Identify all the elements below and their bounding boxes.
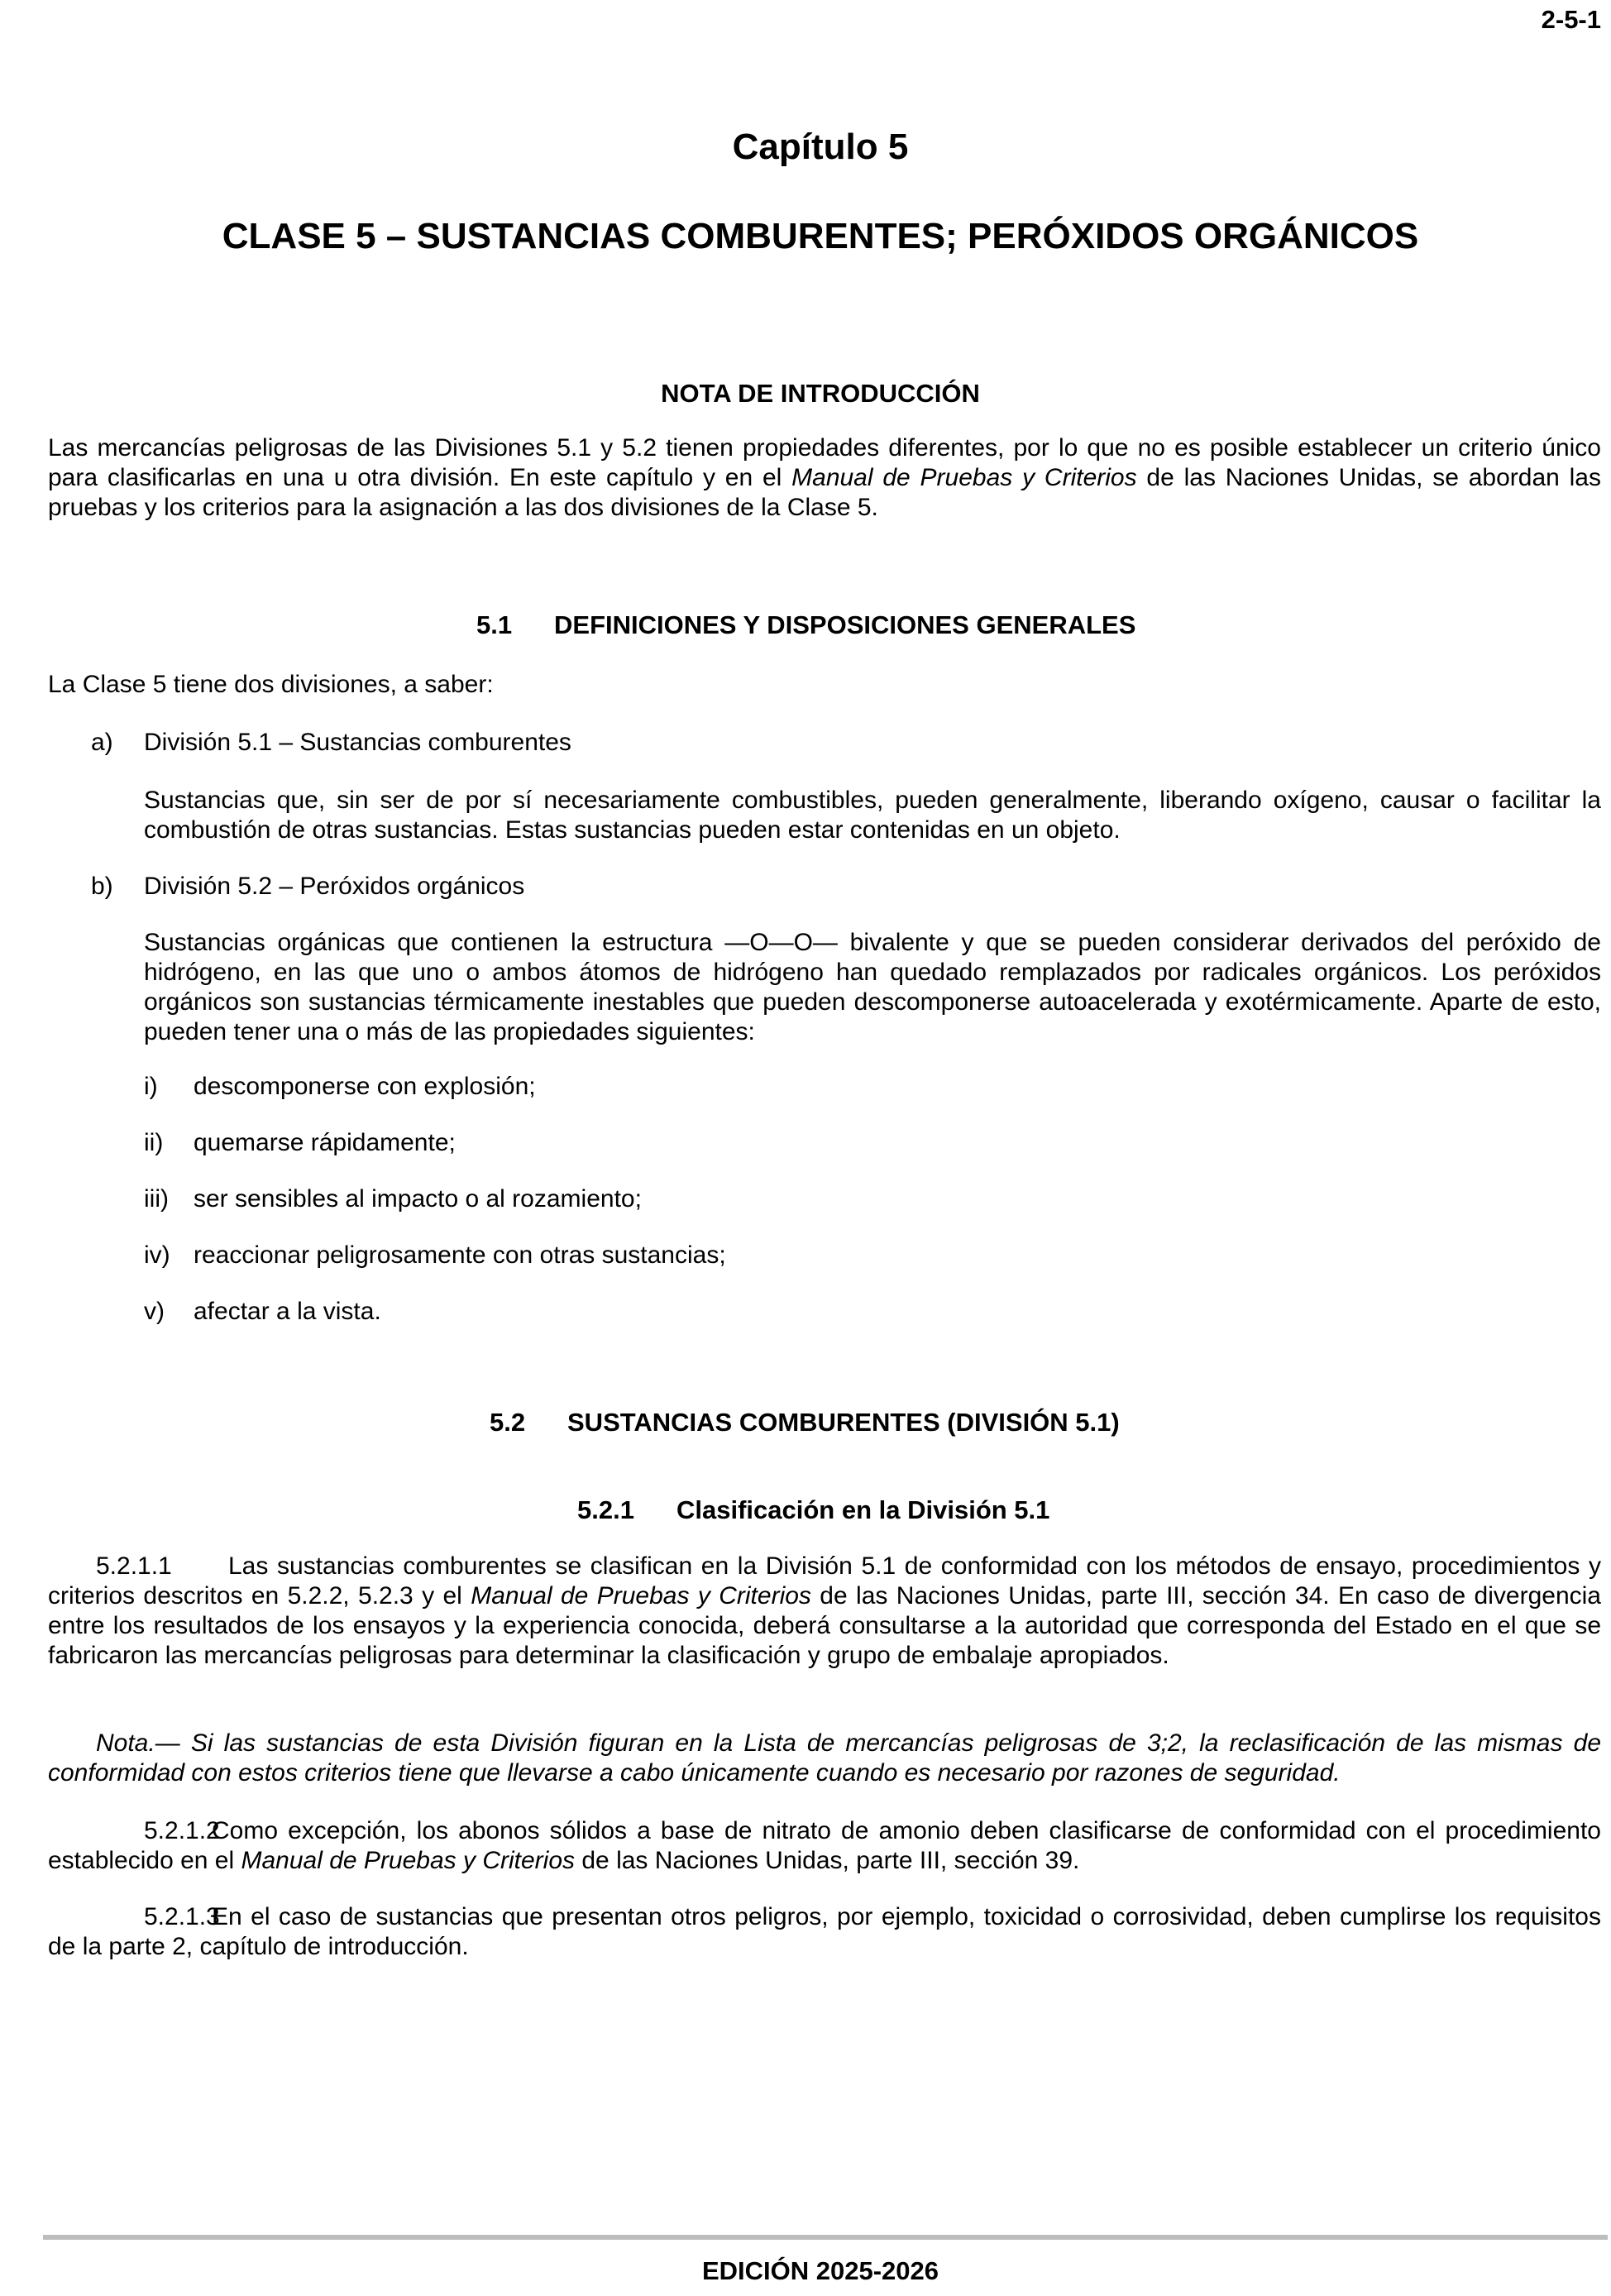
paragraph-number: 5.2.1.1 bbox=[96, 1552, 172, 1580]
list-item-a bbox=[91, 728, 571, 758]
item-label: a) bbox=[91, 729, 113, 756]
section-number: 5.1 bbox=[476, 610, 513, 639]
intro-paragraph: Las mercancías peligrosas de las Divisiones 5.1 y 5.2 tienen propiedades diferentes, por lo que no es posible establecer un criterio único para clasificarlas en una u otra división. En este capítulo y en el Manual de Pruebas y Criterios de las Naciones Unidas, se abordan las pruebas y los criterios para la asignación a las dos divisiones de la Clase 5. bbox=[48, 434, 1601, 521]
section-5-2-heading bbox=[490, 1408, 1120, 1437]
property-item: ii) quemarse rápidamente; bbox=[144, 1129, 456, 1156]
property-item: iv) reaccionar peligrosamente con otras sustancias; bbox=[144, 1241, 726, 1269]
item-title: División 5.2 – Peróxidos orgánicos bbox=[144, 873, 525, 900]
item-label: b) bbox=[91, 873, 113, 900]
footer-rule bbox=[43, 2235, 1608, 2240]
paragraph-number: 5.2.1.2 bbox=[144, 1817, 220, 1844]
item-b-text: Sustancias orgánicas que contienen la estructura —O—O— bivalente y que se pueden considerar derivados del peróxido de hidrógeno, en las que uno o ambos átomos de hidrógeno han quedado remplazados por radicales orgánicos. Los peróxidos orgánicos son sustancias térmicamente inestables que pueden descomponerse autoacelerada y exotérmicamente. Aparte de esto, pueden tener una o más de las propiedades siguientes: bbox=[144, 929, 1601, 1045]
property-item: v) afectar a la vista. bbox=[144, 1298, 381, 1325]
paragraph-5-2-1-2: 5.2.1.2Como excepción, los abonos sólidos a base de nitrato de amonio deben clasificarse de conformidad con el procedimiento establecido en el Manual de Pruebas y Criterios de las Naciones Unidas, parte III, sección 39. bbox=[48, 1817, 1601, 1874]
intro-heading: NOTA DE INTRODUCCIÓN bbox=[661, 379, 980, 408]
item-title: División 5.1 – Sustancias comburentes bbox=[144, 729, 571, 756]
chapter-label: Capítulo 5 bbox=[732, 127, 909, 167]
paragraph-number: 5.2.1.3 bbox=[144, 1903, 220, 1930]
section-title: SUSTANCIAS COMBURENTES (DIVISIÓN 5.1) bbox=[567, 1408, 1120, 1437]
section-number: 5.2 bbox=[490, 1408, 526, 1437]
property-item: i) descomponerse con explosión; bbox=[144, 1073, 536, 1100]
chapter-title: CLASE 5 – SUSTANCIAS COMBURENTES; PERÓXIDOS ORGÁNICOS bbox=[222, 216, 1419, 256]
subsection-number: 5.2.1 bbox=[577, 1495, 634, 1524]
manual-title: Manual de Pruebas y Criterios bbox=[241, 1847, 576, 1874]
page-number: 2-5-1 bbox=[1541, 5, 1601, 34]
subsection-5-2-1-heading bbox=[577, 1495, 1049, 1525]
note-paragraph: Nota.— Si las sustancias de esta División figuran en la Lista de mercancías peligrosas de 3;2, la reclasificación de las mismas de conformidad con estos criterios tiene que llevarse a cabo únicamente cuando es necesario por razones de seguridad. bbox=[48, 1729, 1601, 1787]
section-title: DEFINICIONES Y DISPOSICIONES GENERALES bbox=[554, 610, 1136, 639]
section-lead: La Clase 5 tiene dos divisiones, a saber: bbox=[48, 671, 494, 698]
paragraph-5-2-1-3: 5.2.1.3En el caso de sustancias que presentan otros peligros, por ejemplo, toxicidad o corrosividad, deben cumplirse los requisitos de la parte 2, capítulo de introducción. bbox=[48, 1903, 1601, 1960]
property-item: iii) ser sensibles al impacto o al rozamiento; bbox=[144, 1185, 642, 1213]
item-a-text: Sustancias que, sin ser de por sí necesariamente combustibles, pueden generalmente, liberando oxígeno, causar o facilitar la combustión de otras sustancias. Estas sustancias pueden estar contenidas en un objeto. bbox=[144, 787, 1601, 844]
subsection-title: Clasificación en la División 5.1 bbox=[676, 1495, 1050, 1524]
edition-footer: EDICIÓN 2025-2026 bbox=[701, 2256, 939, 2285]
paragraph-5-2-1-1: 5.2.1.1 Las sustancias comburentes se clasifican en la División 5.1 de conformidad con los métodos de ensayo, procedimientos y criterios descritos en 5.2.2, 5.2.3 y el Manual de Pruebas y Criterios de las Naciones Unidas, parte III, sección 34. En caso de divergencia entre los resultados de los ensayos y la experiencia conocida, deberá consultarse a la autoridad que corresponda del Estado en el que se fabricaron las mercancías peligrosas para determinar la clasificación y grupo de embalaje apropiados. bbox=[48, 1552, 1601, 1669]
manual-title: Manual de Pruebas y Criterios bbox=[791, 464, 1137, 491]
section-5-1-heading bbox=[476, 610, 1135, 640]
manual-title: Manual de Pruebas y Criterios bbox=[471, 1582, 811, 1610]
list-item-b bbox=[91, 872, 524, 902]
